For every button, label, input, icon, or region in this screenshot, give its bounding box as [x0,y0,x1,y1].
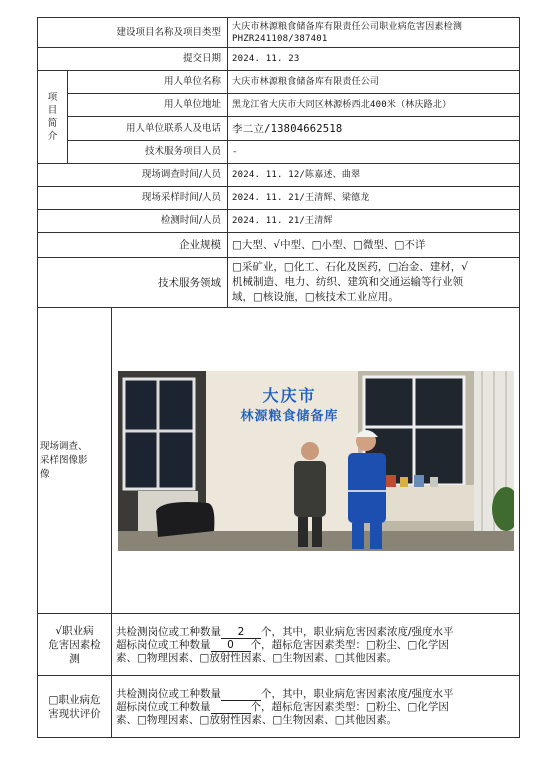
employer-address-label: 用人单位地址 [68,94,228,117]
hazard-eval-line3: 素、□物理因素、□放射性因素、□生物因素、□其他因素。 [116,713,398,726]
tech-field-line2: 机械制造、电力、纺织、建筑和交通运输等行业领 [232,276,464,288]
row-hazard-eval [38,676,520,738]
enterprise-scale-value: □大型、√中型、□小型、□微型、□不详 [228,233,520,258]
submit-date-value: 2024. 11. 23 [228,48,520,71]
contact-label: 用人单位联系人及电话 [68,117,228,141]
sampling-time-label: 现场采样时间/人员 [38,187,228,210]
exceeded-post-count: 0 [211,639,251,652]
project-code: PHZR241108/387401 [232,33,328,44]
hazard-detect-value [112,614,520,676]
test-time-label: 检测时间/人员 [38,210,228,233]
row-employer-name [38,71,520,94]
hazard-eval-value [112,676,520,738]
report-form [37,17,519,754]
row-enterprise-scale [38,233,520,258]
project-name-value [228,18,520,48]
row-survey-time [38,164,520,187]
tech-field-value [228,258,520,308]
submit-date-label: 提交日期 [38,48,228,71]
hazard-detect-line3: 素、□物理因素、□放射性因素、□生物因素、□其他因素。 [116,651,398,664]
tech-field-line1: □采矿业，□化工、石化及医药，□冶金、建材，√ [232,261,468,273]
sampling-time-value: 2024. 11. 21/王清辉、梁德龙 [228,187,520,210]
row-employer-address [38,94,520,117]
survey-time-label: 现场调查时间/人员 [38,164,228,187]
tech-staff-value: - [228,141,520,164]
project-info-table [37,17,520,738]
photo-label: 现场调查、 采样图像影 像 [38,308,112,614]
employer-name-value: 大庆市林源粮食储备库有限责任公司 [228,71,520,94]
project-summary-side-label: 项 目 简 介 [38,71,68,164]
employer-name-label: 用人单位名称 [68,71,228,94]
hazard-detect-label: √职业病 危害因素检 测 [38,614,112,676]
row-tech-staff [38,141,520,164]
row-hazard-detect [38,614,520,676]
employer-address-value: 黑龙江省大庆市大同区林源桥西北400米（林庆路北） [228,94,520,117]
enterprise-scale-label: 企业规模 [38,233,228,258]
row-project-name [38,18,520,48]
photo-cell [112,308,520,614]
project-name-line1: 大庆市林源粮食储备库有限责任公司职业病危害因素检测 [232,21,463,32]
row-submit-date [38,48,520,71]
hazard-eval-line2: 超标岗位或工种数量 个，超标危害因素类型：□粉尘、□化学因 [116,700,449,713]
row-sampling-time [38,187,520,210]
survey-time-value: 2024. 11. 12/陈嘉述、曲翠 [228,164,520,187]
site-photo [118,371,514,551]
detected-post-count: 2 [221,626,261,639]
eval-exceeded-count-blank [211,701,251,714]
tech-staff-label: 技术服务项目人员 [68,141,228,164]
row-photo [38,308,520,614]
hazard-detect-line2: 超标岗位或工种数量 0 个，超标危害因素类型：□粉尘、□化学因 [116,638,449,651]
hazard-detect-line1: 共检测岗位或工种数量 2 个，其中，职业病危害因素浓度/强度水平 [116,625,454,638]
contact-value: 李二立/13804662518 [228,117,520,141]
tech-field-label: 技术服务领域 [38,258,228,308]
project-name-label: 建设项目名称及项目类型 [38,18,228,48]
eval-post-count-blank [221,688,261,701]
row-tech-field [38,258,520,308]
hazard-eval-label: □职业病危 害现状评价 [38,676,112,738]
row-test-time [38,210,520,233]
sign-line1: 大庆市 [262,385,317,405]
row-contact [38,117,520,141]
test-time-value: 2024. 11. 21/王清辉 [228,210,520,233]
tech-field-line3: 域，□核设施，□核技术工业应用。 [232,291,399,303]
hazard-eval-line1: 共检测岗位或工种数量 个，其中，职业病危害因素浓度/强度水平 [116,687,454,700]
sign-line2: 林源粮食储备库 [240,408,339,424]
